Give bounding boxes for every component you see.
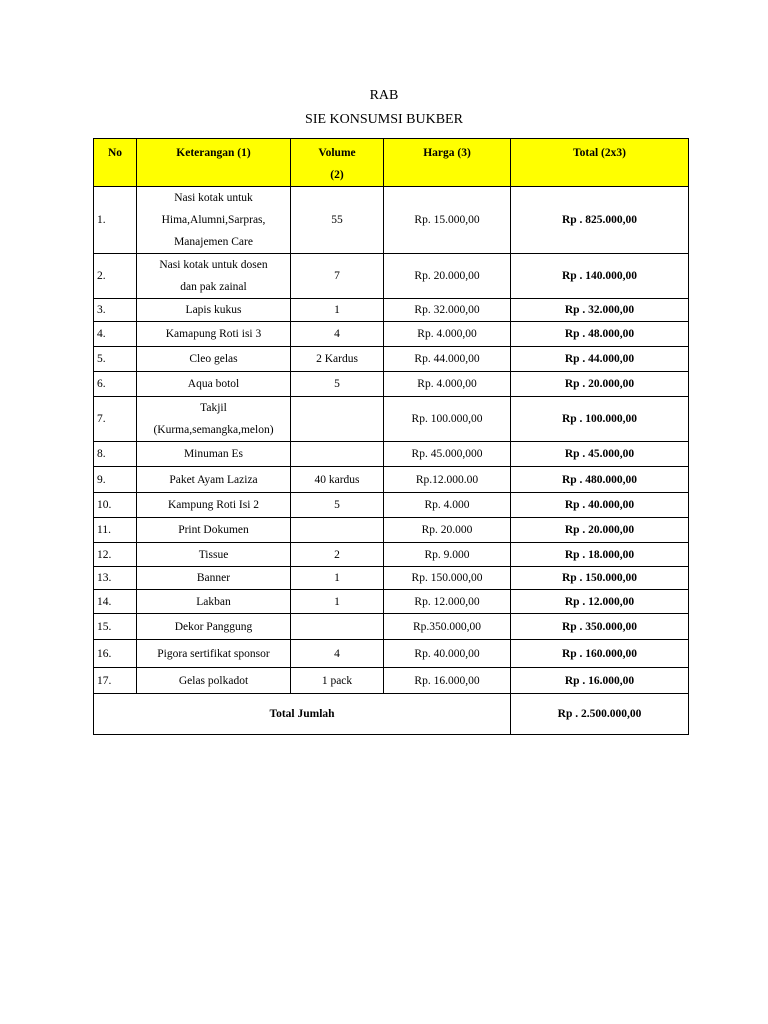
table-row (94, 372, 689, 397)
table-row (94, 467, 689, 493)
cell-keterangan (137, 467, 291, 493)
cell-keterangan (137, 347, 291, 372)
cell-harga: Rp. 44.000,00 (384, 347, 511, 372)
cell-keterangan (137, 322, 291, 347)
cell-keterangan (137, 543, 291, 567)
header-total: Total (2x3) (511, 139, 689, 187)
cell-keterangan (137, 640, 291, 668)
cell-total: Rp . 12.000,00 (511, 590, 689, 614)
table-row (94, 518, 689, 543)
cell-keterangan (137, 493, 291, 518)
cell-volume (291, 397, 384, 442)
cell-keterangan (137, 518, 291, 543)
total-label: Total Jumlah (94, 694, 511, 735)
keterangan-line: Pigora sertifikat sponsor (157, 647, 270, 660)
cell-no: 15. (94, 614, 137, 640)
header-harga: Harga (3) (384, 139, 511, 187)
cell-volume: 55 (291, 187, 384, 254)
cell-volume: 1 pack (291, 668, 384, 694)
cell-harga: Rp. 20.000 (384, 518, 511, 543)
keterangan-line: Manajemen Care (174, 236, 253, 248)
cell-harga: Rp. 100.000,00 (384, 397, 511, 442)
keterangan-line: Lapis kukus (185, 304, 242, 316)
cell-no: 7. (94, 397, 137, 442)
cell-keterangan (137, 254, 291, 299)
cell-total: Rp . 20.000,00 (511, 518, 689, 543)
cell-keterangan (137, 442, 291, 467)
table-row (94, 442, 689, 467)
cell-harga: Rp. 4.000 (384, 493, 511, 518)
header-volume (291, 139, 384, 187)
budget-table (93, 138, 689, 735)
table-row (94, 187, 689, 254)
cell-total: Rp . 16.000,00 (511, 668, 689, 694)
header-volume-line2: (2) (330, 169, 344, 181)
table-row (94, 397, 689, 442)
cell-volume: 4 (291, 640, 384, 668)
cell-harga: Rp. 4.000,00 (384, 322, 511, 347)
cell-keterangan (137, 668, 291, 694)
cell-total: Rp . 48.000,00 (511, 322, 689, 347)
total-row (94, 694, 689, 735)
cell-harga: Rp. 9.000 (384, 543, 511, 567)
cell-total: Rp . 40.000,00 (511, 493, 689, 518)
cell-harga: Rp. 15.000,00 (384, 187, 511, 254)
cell-no: 8. (94, 442, 137, 467)
cell-keterangan (137, 397, 291, 442)
cell-volume: 40 kardus (291, 467, 384, 493)
cell-keterangan (137, 614, 291, 640)
table-header-row (94, 139, 689, 187)
cell-volume: 5 (291, 372, 384, 397)
cell-total: Rp . 20.000,00 (511, 372, 689, 397)
header-keterangan: Keterangan (1) (137, 139, 291, 187)
cell-no: 14. (94, 590, 137, 614)
keterangan-line: Takjil (200, 402, 227, 414)
table-row (94, 543, 689, 567)
cell-keterangan (137, 187, 291, 254)
cell-volume: 1 (291, 299, 384, 322)
cell-total: Rp . 100.000,00 (511, 397, 689, 442)
cell-keterangan (137, 372, 291, 397)
document-title: RAB (369, 88, 399, 103)
cell-total: Rp . 150.000,00 (511, 567, 689, 590)
keterangan-line: dan pak zainal (180, 281, 247, 293)
cell-volume (291, 614, 384, 640)
keterangan-line: Tissue (198, 548, 229, 561)
cell-no: 9. (94, 467, 137, 493)
cell-total: Rp . 45.000,00 (511, 442, 689, 467)
keterangan-line: Kampung Roti Isi 2 (167, 499, 260, 511)
cell-total: Rp . 32.000,00 (511, 299, 689, 322)
keterangan-line: Minuman Es (183, 448, 244, 460)
cell-harga: Rp. 16.000,00 (384, 668, 511, 694)
table-row (94, 347, 689, 372)
keterangan-line: Print Dokumen (178, 524, 249, 536)
cell-harga: Rp. 45.000,000 (384, 442, 511, 467)
cell-total: Rp . 44.000,00 (511, 347, 689, 372)
cell-no: 16. (94, 640, 137, 668)
keterangan-line: Hima,Alumni,Sarpras, (161, 214, 266, 226)
cell-no: 6. (94, 372, 137, 397)
cell-volume: 7 (291, 254, 384, 299)
cell-volume: 1 (291, 590, 384, 614)
table-row (94, 567, 689, 590)
keterangan-line: Gelas polkadot (178, 674, 249, 687)
table-row (94, 322, 689, 347)
cell-no: 4. (94, 322, 137, 347)
header-no: No (94, 139, 137, 187)
cell-volume: 2 (291, 543, 384, 567)
cell-harga: Rp.12.000.00 (384, 467, 511, 493)
cell-no: 11. (94, 518, 137, 543)
document-subtitle: SIE KONSUMSI BUKBER (305, 112, 463, 127)
cell-no: 12. (94, 543, 137, 567)
cell-total: Rp . 350.000,00 (511, 614, 689, 640)
cell-keterangan (137, 567, 291, 590)
cell-volume: 5 (291, 493, 384, 518)
keterangan-line: Nasi kotak untuk dosen (159, 259, 268, 271)
keterangan-line: Cleo gelas (189, 353, 238, 365)
keterangan-line: Kamapung Roti isi 3 (165, 328, 262, 340)
keterangan-line: Dekor Panggung (174, 620, 253, 633)
cell-keterangan (137, 299, 291, 322)
table-row (94, 254, 689, 299)
cell-volume: 2 Kardus (291, 347, 384, 372)
cell-no: 2. (94, 254, 137, 299)
cell-harga: Rp. 20.000,00 (384, 254, 511, 299)
cell-total: Rp . 18.000,00 (511, 543, 689, 567)
total-value: Rp . 2.500.000,00 (511, 694, 689, 735)
cell-total: Rp . 160.000,00 (511, 640, 689, 668)
keterangan-line: Banner (196, 572, 231, 584)
cell-harga: Rp. 4.000,00 (384, 372, 511, 397)
cell-no: 10. (94, 493, 137, 518)
cell-harga: Rp. 40.000,00 (384, 640, 511, 668)
cell-keterangan (137, 590, 291, 614)
cell-total: Rp . 140.000,00 (511, 254, 689, 299)
cell-volume: 1 (291, 567, 384, 590)
keterangan-line: Aqua botol (187, 378, 240, 390)
keterangan-line: Paket Ayam Laziza (169, 473, 258, 486)
table-row (94, 668, 689, 694)
cell-volume: 4 (291, 322, 384, 347)
keterangan-line: Nasi kotak untuk (174, 192, 253, 204)
cell-no: 17. (94, 668, 137, 694)
cell-total: Rp . 825.000,00 (511, 187, 689, 254)
table-row (94, 299, 689, 322)
cell-no: 5. (94, 347, 137, 372)
cell-no: 1. (94, 187, 137, 254)
cell-harga: Rp.350.000,00 (384, 614, 511, 640)
table-row (94, 590, 689, 614)
cell-volume (291, 518, 384, 543)
header-volume-line1: Volume (318, 147, 356, 159)
keterangan-line: (Kurma,semangka,melon) (153, 424, 274, 436)
cell-total: Rp . 480.000,00 (511, 467, 689, 493)
keterangan-line: Lakban (196, 595, 231, 608)
cell-no: 13. (94, 567, 137, 590)
cell-harga: Rp. 150.000,00 (384, 567, 511, 590)
table-row (94, 493, 689, 518)
table-row (94, 640, 689, 668)
cell-harga: Rp. 12.000,00 (384, 590, 511, 614)
table-row (94, 614, 689, 640)
cell-volume (291, 442, 384, 467)
cell-no: 3. (94, 299, 137, 322)
cell-harga: Rp. 32.000,00 (384, 299, 511, 322)
